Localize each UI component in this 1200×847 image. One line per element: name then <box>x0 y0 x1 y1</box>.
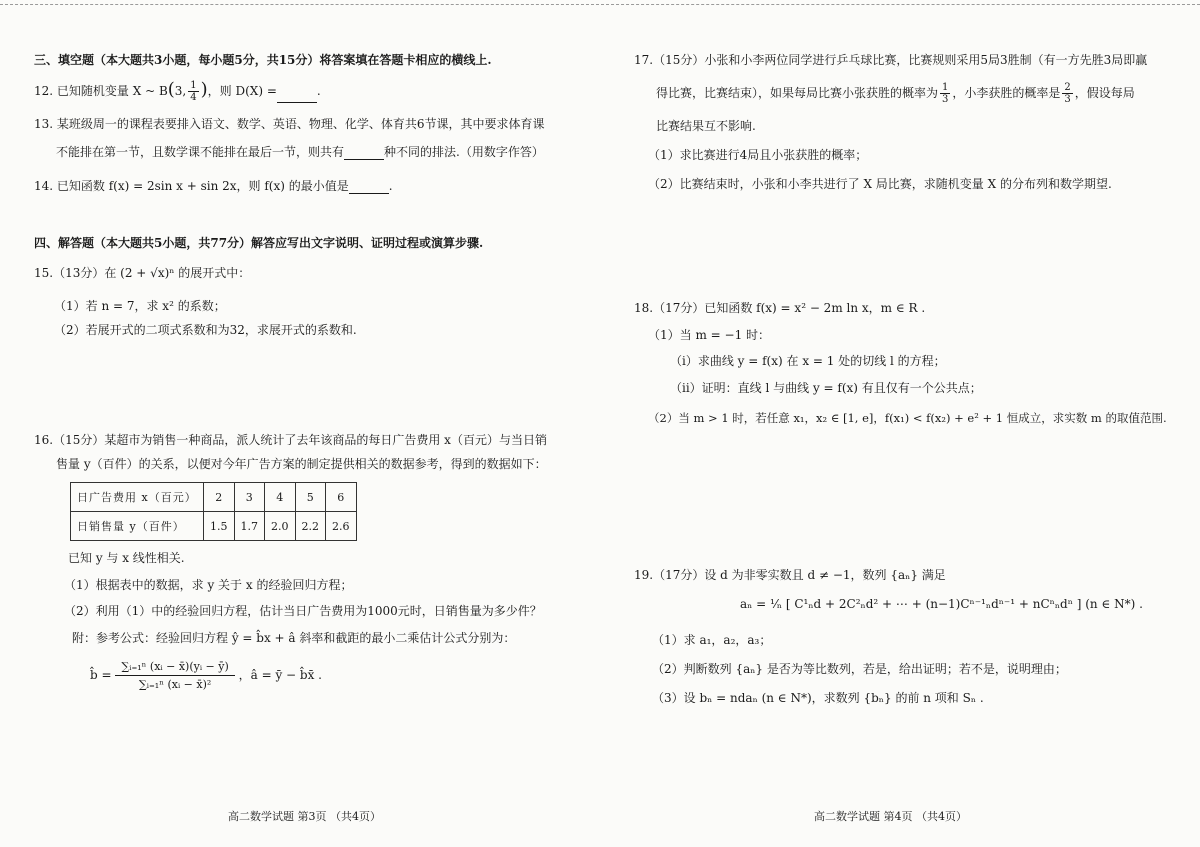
question-16-part-1: （1）根据表中的数据，求 y 关于 x 的经验回归方程； <box>64 578 353 592</box>
question-18-part-1-ii: （ii）证明：直线 l 与曲线 y = f(x) 有且仅有一个公共点； <box>670 381 982 395</box>
question-13-line-2: 不能排在第一节，且数学课不能排在最后一节，则共有 种不同的排法.（用数字作答） <box>56 145 544 159</box>
table-cell: 2.6 <box>326 512 357 541</box>
table-cell: 5 <box>295 483 326 512</box>
table-cell: 1.7 <box>234 512 265 541</box>
question-18-stem: 18.（17分）已知函数 f(x) = x² − 2m ln x，m ∈ R . <box>634 301 926 315</box>
question-17-line-3: 比赛结果互不影响. <box>656 119 756 133</box>
page-footer: 高二数学试题 第4页 （共4页） <box>814 810 967 823</box>
table-cell: 4 <box>265 483 296 512</box>
page-footer: 高二数学试题 第3页 （共4页） <box>228 810 381 823</box>
fraction-1-3: $\frac{1}{3}$ <box>942 82 949 105</box>
question-12: 12. 已知随机变量 X ~ B(3, $\frac{1}{4}$ )，则 D(X) = . <box>34 79 321 103</box>
data-table <box>70 482 357 541</box>
table-cell: 3 <box>234 483 265 512</box>
reference-formula-text: 附：参考公式：经验回归方程 ŷ = b̂x + â 斜率和截距的最小二乘估计公式分别为： <box>72 631 516 645</box>
table-cell: 2.0 <box>265 512 296 541</box>
table-row <box>71 512 357 541</box>
row-label: 日广告费用 x（百元） <box>71 483 204 512</box>
section-3-title: 三、填空题（本大题共3小题，每小题5分，共15分）将答案填在答题卡相应的横线上. <box>34 53 492 67</box>
slope-fraction: $\frac{\text{∑ᵢ₌₁ⁿ (xᵢ − x̄)(yᵢ − ȳ)}}{\text{∑ᵢ₌₁ⁿ (xᵢ − x̄)²}}$ <box>115 658 234 693</box>
question-19-stem: 19.（17分）设 d 为非零实数且 d ≠ −1，数列 {aₙ} 满足 <box>634 568 946 582</box>
question-18-part-1-i: （i）求曲线 y = f(x) 在 x = 1 处的切线 l 的方程； <box>670 354 946 368</box>
page-3 <box>30 0 590 847</box>
table-cell: 2 <box>204 483 235 512</box>
fraction-2-3: $\frac{2}{3}$ <box>1064 82 1071 105</box>
question-19-part-2: （2）判断数列 {aₙ} 是否为等比数列，若是，给出证明；若不是，说明理由； <box>652 662 1067 676</box>
answer-blank <box>349 181 389 194</box>
table-cell: 2.2 <box>295 512 326 541</box>
question-18-part-1: （1）当 m = −1 时： <box>648 328 771 342</box>
question-19-part-1: （1）求 a₁，a₂，a₃； <box>652 633 772 647</box>
question-15-part-1: （1）若 n = 7，求 x² 的系数； <box>54 299 226 313</box>
fraction-1-4: $\frac{1}{4}$ <box>190 80 197 103</box>
table-cell: 1.5 <box>204 512 235 541</box>
least-squares-formula: b̂ = $\frac{\text{∑ᵢ₌₁ⁿ (xᵢ − x̄)(yᵢ − ȳ)}}{\text{∑ᵢ₌₁ⁿ (xᵢ − x̄)²}}$ ，â = ȳ − b̂x̄ . <box>90 660 322 691</box>
row-label: 日销售量 y（百件） <box>71 512 204 541</box>
question-15-stem: 15.（13分）在 (2 + √x)ⁿ 的展开式中： <box>34 266 251 280</box>
question-17-line-2: 得比赛，比赛结束），如果每局比赛小张获胜的概率为 $\frac{1}{3}$ ，小李获胜的概率是 $\frac{2}{3}$ ，假设每局 <box>656 82 1135 105</box>
question-16-line-1: 16.（15分）某超市为销售一种商品，派人统计了去年该商品的每日广告费用 x（百元）与当日销 <box>34 433 547 447</box>
sequence-definition: aₙ = ¹⁄ₙ [ C¹ₙd + 2C²ₙd² + ⋯ + (n−1)Cⁿ⁻¹ₙdⁿ⁻¹ + nCⁿₙdⁿ ] (n ∈ N*) . <box>740 597 1143 611</box>
table-row <box>71 483 357 512</box>
question-16-part-2: （2）利用（1）中的经验回归方程，估计当日广告费用为1000元时，日销售量为多少件？ <box>64 604 542 618</box>
question-15-part-2: （2）若展开式的二项式系数和为32，求展开式的系数和. <box>54 323 357 337</box>
page-4 <box>630 0 1175 847</box>
question-14: 14. 已知函数 f(x) = 2sin x + sin 2x，则 f(x) 的最小值是 . <box>34 179 393 193</box>
question-16-line-2: 售量 y（百件）的关系，以便对今年广告方案的制定提供相关的数据参考，得到的数据如下： <box>56 457 547 471</box>
question-16-note: 已知 y 与 x 线性相关. <box>68 551 185 565</box>
section-4-title: 四、解答题（本大题共5小题，共77分）解答应写出文字说明、证明过程或演算步骤. <box>34 236 484 250</box>
question-18-part-2: （2）当 m > 1 时，若任意 x₁，x₂ ∈ [1, e]，f(x₁) < f(x₂) + e² + 1 恒成立，求实数 m 的取值范围. <box>648 411 1167 425</box>
question-19-part-3: （3）设 bₙ = ndaₙ (n ∈ N*)，求数列 {bₙ} 的前 n 项和 Sₙ . <box>652 691 984 705</box>
answer-blank <box>344 147 384 160</box>
question-17-part-1: （1）求比赛进行4局且小张获胜的概率； <box>648 148 868 162</box>
question-17-line-1: 17.（15分）小张和小李两位同学进行乒乓球比赛，比赛规则采用5局3胜制（有一方先胜3局即赢 <box>634 53 1148 67</box>
table-cell: 6 <box>326 483 357 512</box>
answer-blank <box>277 90 317 103</box>
question-17-part-2: （2）比赛结束时，小张和小李共进行了 X 局比赛，求随机变量 X 的分布列和数学期望. <box>648 177 1112 191</box>
question-13-line-1: 13. 某班级周一的课程表要排入语文、数学、英语、物理、化学、体育共6节课，其中要求体育课 <box>34 117 545 131</box>
